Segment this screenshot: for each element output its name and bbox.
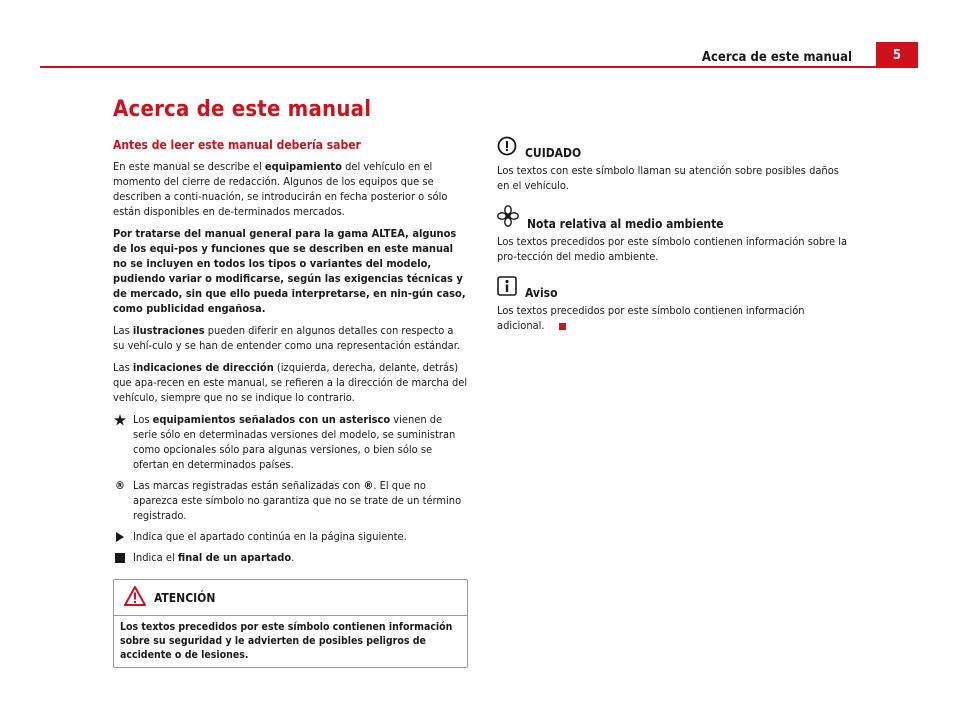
list-item-registered: ® Las marcas registradas están señalizadas con ®. El que no aparezca este símbolo no garantiza que no se trate de un término registrado. [113, 478, 468, 523]
list-item-asterisk: Los equipamientos señalados con un asterisco vienen de serie sólo en determinadas versiones del modelo, se suministran como opcionales sólo para algunas versiones, o bien sólo se ofertan en determinados países. [113, 412, 468, 472]
notice-title: Aviso [525, 286, 558, 300]
caution-title: CUIDADO [525, 146, 582, 160]
list-item-end: Indica el final de un apartado. [113, 550, 468, 565]
page-title: Acerca de este manual [113, 97, 372, 122]
list-item-continue: Indica que el apartado continúa en la página siguiente. [113, 529, 468, 544]
asterisk-icon [113, 412, 127, 427]
warning-box [113, 579, 468, 668]
environment-note [497, 205, 852, 264]
notice-text: Los textos precedidos por este símbolo contienen información adicional. [497, 304, 805, 332]
warning-header [114, 580, 467, 616]
caution-icon [497, 136, 517, 160]
paragraph-range-disclaimer: Por tratarse del manual general para la gama ALTEA, algunos de los equi-pos y funciones que se describen en este manual no se incluyen en todos los tipos o variantes del modelo, pudiendo variar o modificarse, según las exigencias técnicas y de mercado, sin que ello pueda interpretarse, en nin-gún caso, como publicidad engañosa. [113, 227, 466, 315]
environment-title: Nota relativa al medio ambiente [527, 217, 724, 231]
end-square-icon [113, 550, 127, 565]
environment-text: Los textos precedidos por este símbolo contienen información sobre la pro-tección del medio ambiente. [497, 235, 848, 263]
paragraph-illustrations: Las ilustraciones pueden diferir en algunos detalles con respecto a su vehí-culo y se han de entender como una representación estándar. [113, 324, 460, 352]
warning-triangle-icon [124, 586, 146, 610]
section-subtitle: Antes de leer este manual debería saber [113, 138, 361, 152]
right-column [497, 136, 852, 345]
info-icon [497, 276, 517, 300]
continue-arrow-icon [113, 529, 127, 544]
caution-note [497, 136, 852, 193]
registered-icon: ® [115, 479, 125, 492]
notice-note [497, 276, 852, 333]
warning-text: Los textos precedidos por este símbolo contienen información sobre su seguridad y le advierten de posibles peligros de accidente o de lesiones. [120, 621, 453, 661]
left-column [113, 138, 468, 668]
paragraph-equipment: En este manual se describe el equipamiento del vehículo en el momento del cierre de redacción. Algunos de los equipos que se describen a conti-nuación, se introducirán en fecha posterior o sólo están disponibles en de-terminados mercados. [113, 160, 448, 218]
environment-flower-icon [497, 205, 519, 231]
paragraph-directions: Las indicaciones de dirección (izquierda, derecha, delante, detrás) que apa-recen en este manual, se refieren a la dirección de marcha del vehículo, siempre que no se indique lo contrario. [113, 361, 468, 404]
warning-title: ATENCIÓN [154, 590, 216, 605]
running-header-title: Acerca de este manual [701, 50, 852, 65]
caution-text: Los textos con este símbolo llaman su atención sobre posibles daños en el vehículo. [497, 164, 839, 192]
page-number: 5 [876, 42, 918, 68]
header-rule [40, 66, 918, 68]
end-of-section-icon [559, 323, 566, 330]
